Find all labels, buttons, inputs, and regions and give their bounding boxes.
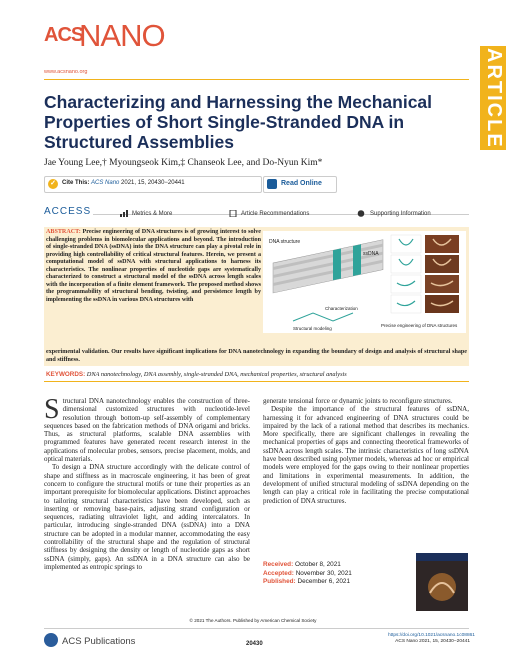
read-online-icon	[267, 179, 277, 189]
published-label: Published:	[263, 578, 296, 585]
body-column-left	[44, 394, 250, 571]
body-column-right	[263, 397, 469, 505]
read-online-label[interactable]: Read Online	[281, 180, 322, 187]
published-date: December 6, 2021	[297, 578, 351, 585]
journal-logo[interactable]	[44, 16, 172, 60]
bar-chart-icon	[120, 210, 128, 217]
cite-journal: ACS Nano	[91, 180, 120, 186]
article-section-label: ARTICLE	[483, 48, 505, 149]
doi-block	[388, 633, 475, 645]
footer-divider	[44, 628, 469, 629]
footer-ref: ACS Nano 2021, 15, 20430−20441	[395, 639, 470, 644]
journal-logo-acs: ACS	[44, 24, 84, 46]
accepted-date: November 30, 2021	[295, 569, 352, 577]
article-section-tab	[480, 46, 506, 150]
accepted-label: Accepted:	[263, 569, 294, 577]
toc-graphic	[263, 231, 466, 333]
keywords-text: DNA nanotechnology, DNA assembly, single-stranded DNA, mechanical properties, structural analysis	[86, 371, 347, 378]
received-label: Received:	[263, 561, 294, 568]
check-icon: ✓	[48, 179, 58, 189]
header-divider	[44, 79, 469, 80]
keywords-label: KEYWORDS:	[46, 371, 86, 378]
dna-bundle	[273, 240, 383, 293]
abstract-body-part2: experimental validation. Our results have significant implications for DNA nanotechnology in expanding the boundary of design and analysis of structural shape and stiffness.	[46, 349, 467, 363]
keywords	[46, 371, 467, 378]
doi-link[interactable]: https://doi.org/10.1021/acsnano.1c08861	[388, 633, 475, 638]
cite-label: Cite This:	[62, 180, 90, 186]
article-authors: Jae Young Lee,† Myoungseok Kim,‡ Chanseok Lee, and Do-Nyun Kim*	[44, 158, 323, 168]
toc-figure	[263, 231, 466, 333]
toc-structural-modeling-label: Structural modeling	[293, 326, 332, 331]
acs-publications-logo-icon	[44, 633, 58, 647]
body-paragraph-2: To design a DNA structure accordingly with the delicate control of shape and stiffness as in macroscale engineering, it has been of great concern to configure the structural motifs or tune their properties as an important prerequisite for biomolecular applications. Distinct approaches to tailoring structural characteristics have been developed, such as inserting or removing base-pairs, adjusting strand configuration or sequences, radiating ultraviolet light, and adding intercalators. In particular, introducing single-stranded DNA (ssDNA) into a DNA structure can be adopted in a modular manner, accommodating the easy controllability of the structural shape and the regulation of structural stiffness by designing the density or length of nucleotide gaps as short ssDNA (simply, gaps). An ssDNA in a DNA structure can also be implemented as entropic springs to	[44, 463, 250, 571]
journal-logo-nano: NANO	[79, 18, 165, 53]
copyright-notice: © 2021 The Authors. Published by American Chemical Society	[189, 618, 317, 623]
recommendations-link[interactable]: Article Recommendations	[241, 211, 310, 217]
abstract-text	[46, 229, 261, 304]
supporting-info-link[interactable]: Supporting Information	[370, 211, 431, 217]
toc-ssdna-label: ssDNA	[363, 251, 379, 257]
toc-model-panels	[391, 235, 421, 313]
received-date: October 8, 2021	[294, 561, 341, 568]
cite-this[interactable]	[62, 180, 185, 186]
document-icon	[229, 210, 237, 217]
toc-precise-label: Precise engineering of DNA structures	[381, 323, 458, 328]
acs-publications[interactable]: ACS Publications	[62, 636, 136, 647]
body-paragraph-3: generate tensional force or dynamic joints to reconfigure structures.	[263, 397, 453, 405]
metrics-link[interactable]: Metrics & More	[132, 211, 173, 217]
toc-tem-panels	[425, 235, 459, 313]
publication-dates	[263, 561, 352, 587]
body-paragraph-1: tructural DNA nanotechnology enables the construction of three-dimensional customized structures with nucleotide-level resolution through bottom-up self-assembly of complementary sequences based on the fabrication methods of DNA origami and bricks. Thus, as structural platforms, scalable DNA assemblies with programmed features have generated recent research interest in the applications of molecular probes, sensors, precise placement, molds, and optical materials.	[44, 397, 250, 464]
toc-characterization-label: Characterization	[325, 306, 358, 311]
page-number: 20430	[246, 641, 263, 647]
journal-url[interactable]: www.acsnano.org	[44, 69, 88, 75]
info-icon	[357, 210, 365, 217]
cite-ref: 2021, 15, 20430−20441	[121, 180, 185, 186]
abstract-body-part1: Precise engineering of DNA structures is of growing interest to solve challenging problems in biomolecular applications and beyond. The introduction of single-stranded DNA (ssDNA) into the DNA structure can play a pivotal role in providing high controllability of critical structural features. Herein, we present a computational model of ssDNA with structural applications to harness its characteristics. The nonlinear properties of nucleotide gaps are systematically characterized to construct a structural model of the ssDNA across length scales with the incorporation of a finite element framework. The proposed method shows the programmability of structural bending, twisting, and persistence length by implementing the ssDNA in various DNA structures with	[46, 229, 261, 303]
article-title: Characterizing and Harnessing the Mechanical Properties of Short Single-Stranded DNA in Structured Assemblies	[44, 92, 433, 152]
abstract-label: ABSTRACT:	[46, 229, 81, 235]
toc-dna-structure-label: DNA structure	[269, 239, 301, 245]
access-label: ACCESS	[44, 206, 92, 217]
journal-cover-thumbnail[interactable]	[416, 553, 468, 611]
drop-cap: S	[44, 394, 60, 425]
toc-gap-curve	[293, 313, 353, 321]
body-paragraph-4: Despite the importance of the structural features of ssDNA, harnessing it for advanced engineering of DNA structures could be impaired by the lack of a rational method that describes its mechanics. More specifically, there are significant challenges in revealing the mechanical properties of gaps and connecting theoretical frameworks of ssDNA across length scales. The intrinsic characteristics of long ssDNA have been described using polymer models, whereas ad hoc or empirical models were employed for the gaps owing to their nonlinear properties and limitations in experimental measurements. In addition, the development of unified structural modeling of ssDNA depending on the length can play a critical role in facilitating the precise computational prediction of DNA structures.	[263, 405, 469, 505]
keywords-divider	[44, 381, 469, 382]
